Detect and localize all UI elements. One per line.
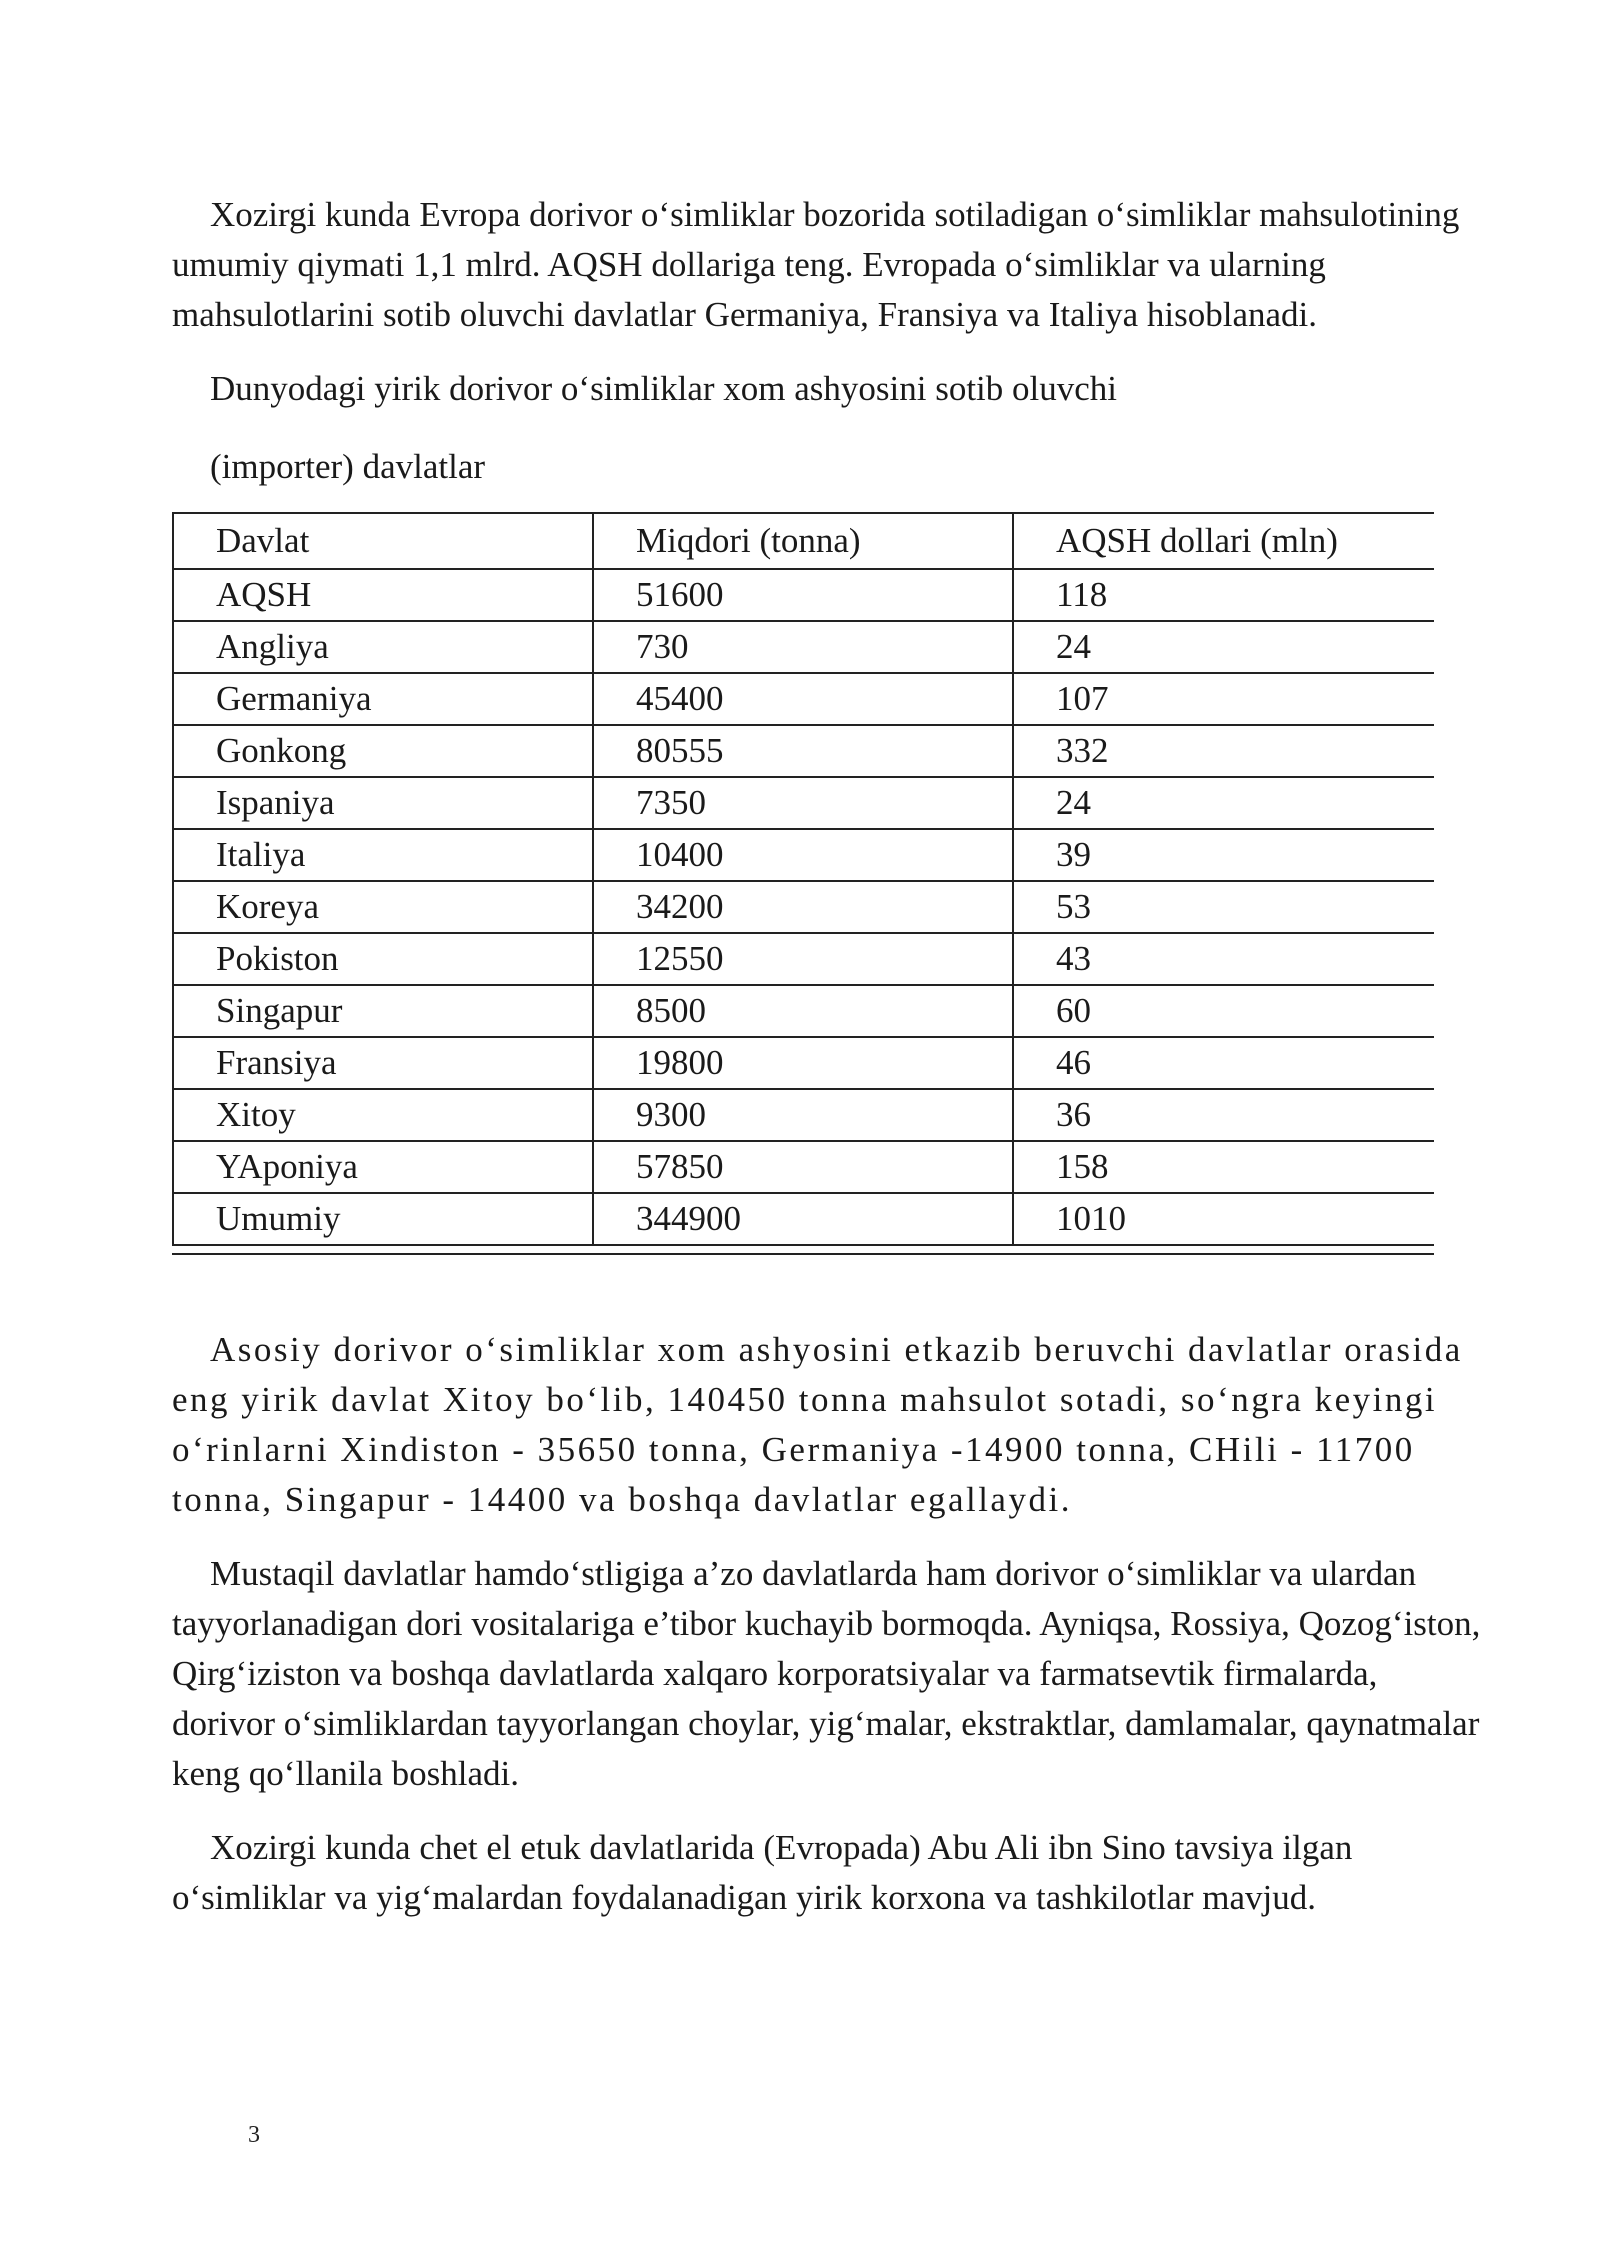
table-total-row (173, 1193, 1434, 1245)
cell-country: Xitoy (173, 1089, 593, 1141)
table-row (173, 569, 1434, 621)
cell-quantity: 51600 (593, 569, 1013, 621)
avicenna-paragraph: Xozirgi kunda chet el etuk davlatlarida (Evropada) Abu Ali ibn Sino tavsiya ilgan o‘simliklar va yig‘malardan foydalanadigan yirik korxona va tashkilotlar mavjud. (172, 1828, 1353, 1917)
cell-quantity: 730 (593, 621, 1013, 673)
cell-country: Germaniya (173, 673, 593, 725)
cell-quantity: 8500 (593, 985, 1013, 1037)
table-row (173, 673, 1434, 725)
table-row (173, 725, 1434, 777)
cell-quantity: 45400 (593, 673, 1013, 725)
cell-usd: 107 (1013, 673, 1434, 725)
cell-quantity: 57850 (593, 1141, 1013, 1193)
document-page (172, 190, 1482, 1923)
cell-usd: 39 (1013, 829, 1434, 881)
table-row (173, 1089, 1434, 1141)
cell-usd: 53 (1013, 881, 1434, 933)
cell-country: Koreya (173, 881, 593, 933)
cell-usd: 36 (1013, 1089, 1434, 1141)
cell-quantity: 344900 (593, 1193, 1013, 1245)
cell-country: Ispaniya (173, 777, 593, 829)
cell-usd: 43 (1013, 933, 1434, 985)
cell-country: YAponiya (173, 1141, 593, 1193)
importers-table-container (172, 512, 1434, 1255)
table-row (173, 621, 1434, 673)
cell-quantity: 19800 (593, 1037, 1013, 1089)
cell-country: Angliya (173, 621, 593, 673)
header-country: Davlat (173, 513, 593, 569)
cell-usd: 158 (1013, 1141, 1434, 1193)
cell-usd: 24 (1013, 621, 1434, 673)
cell-country: Italiya (173, 829, 593, 881)
table-row (173, 777, 1434, 829)
cell-quantity: 10400 (593, 829, 1013, 881)
table-caption-line-1: Dunyodagi yirik dorivor o‘simliklar xom ashyosini sotib oluvchi (210, 369, 1118, 408)
cell-quantity: 12550 (593, 933, 1013, 985)
cell-country: Umumiy (173, 1193, 593, 1245)
page-number: 3 (248, 2122, 260, 2148)
cell-usd: 24 (1013, 777, 1434, 829)
cell-country: Pokiston (173, 933, 593, 985)
cell-usd: 332 (1013, 725, 1434, 777)
cell-country: Fransiya (173, 1037, 593, 1089)
table-row (173, 1037, 1434, 1089)
cell-quantity: 34200 (593, 881, 1013, 933)
cell-usd: 118 (1013, 569, 1434, 621)
table-caption-line-2: (importer) davlatlar (210, 447, 486, 486)
suppliers-paragraph: Asosiy dorivor o‘simliklar xom ashyosini etkazib beruvchi davlatlar orasida eng yirik davlat Xitoy bo‘lib, 140450 tonna mahsulot sotadi, so‘ngra keyingi o‘rinlarni Xindiston - 35650 tonna, Germaniya -14900 tonna, CHili - 11700 tonna, Singapur - 14400 va boshqa davlatlar egallaydi. (172, 1330, 1463, 1519)
table-row (173, 1141, 1434, 1193)
cell-quantity: 7350 (593, 777, 1013, 829)
cell-usd: 60 (1013, 985, 1434, 1037)
importers-table (172, 512, 1434, 1246)
header-usd: AQSH dollari (mln) (1013, 513, 1434, 569)
header-quantity: Miqdori (tonna) (593, 513, 1013, 569)
intro-paragraph: Xozirgi kunda Evropa dorivor o‘simliklar bozorida sotiladigan o‘simliklar mahsulotining umumiy qiymati 1,1 mlrd. AQSH dollariga teng. Evropada o‘simliklar va ularning mahsulotlarini sotib oluvchi davlatlar Germaniya, Fransiya va Italiya hisoblanadi. (172, 195, 1460, 334)
cell-usd: 46 (1013, 1037, 1434, 1089)
cell-usd: 1010 (1013, 1193, 1434, 1245)
cell-quantity: 80555 (593, 725, 1013, 777)
table-row (173, 881, 1434, 933)
table-row (173, 933, 1434, 985)
cell-country: AQSH (173, 569, 593, 621)
cis-paragraph: Mustaqil davlatlar hamdo‘stligiga a’zo davlatlarda ham dorivor o‘simliklar va ulardan tayyorlanadigan dori vositalariga e’tibor kuchayib bormoqda. Ayniqsa, Rossiya, Qozog‘iston, Qirg‘iziston va boshqa davlatlarda xalqaro korporatsiyalar va farmatsevtik firmalarda, dorivor o‘simliklardan tayyorlangan choylar, yig‘malar, ekstraktlar, damlamalar, qaynatmalar keng qo‘llanila boshladi. (172, 1554, 1481, 1793)
table-row (173, 829, 1434, 881)
cell-country: Gonkong (173, 725, 593, 777)
table-header-row (173, 513, 1434, 569)
cell-country: Singapur (173, 985, 593, 1037)
cell-quantity: 9300 (593, 1089, 1013, 1141)
table-row (173, 985, 1434, 1037)
